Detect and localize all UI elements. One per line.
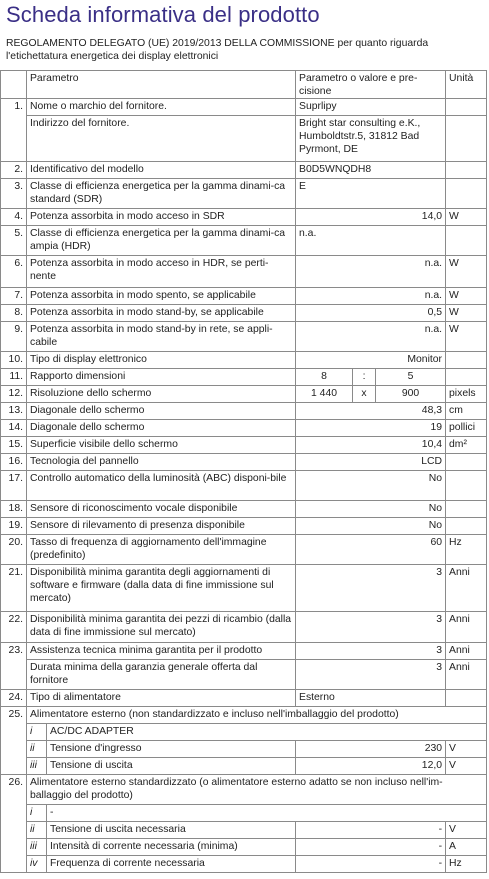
row-unit: V [446, 822, 487, 839]
row-number: 26. [1, 775, 27, 805]
table-row [1, 612, 487, 643]
row-unit: V [446, 758, 487, 775]
sub-index: ii [27, 741, 47, 758]
row-value: 3 [296, 612, 446, 643]
row-label: Tecnologia del pannello [27, 454, 296, 471]
row-label: Classe di efficienza energetica per la gamma dinami-ca standard (SDR) [27, 179, 296, 209]
row-value: n.a. [296, 322, 446, 352]
table-row [1, 471, 487, 501]
row-label: Alimentatore esterno standardizzato (o alimentatore esterno adatto se non incluso nell'im-ballaggio del prodotto) [27, 775, 487, 805]
row-value: Esterno [296, 690, 446, 707]
row-label: Alimentatore esterno (non standardizzato e incluso nell'imballaggio del prodotto) [27, 707, 487, 724]
table-row [1, 322, 487, 352]
sub-index: iii [27, 839, 47, 856]
row-number: 12. [1, 386, 27, 403]
row-unit: W [446, 288, 487, 305]
row-unit: W [446, 322, 487, 352]
row-label: Potenza assorbita in modo stand-by, se applicabile [27, 305, 296, 322]
table-row [1, 288, 487, 305]
row-label: Frequenza di corrente necessaria [47, 856, 296, 873]
row-label: Indirizzo del fornitore. [27, 116, 296, 162]
row-unit: W [446, 305, 487, 322]
sub-index: i [27, 805, 47, 822]
row-value: - [296, 839, 446, 856]
table-row [1, 305, 487, 322]
row-number: 13. [1, 403, 27, 420]
table-row [1, 369, 487, 386]
row-number: 22. [1, 612, 27, 643]
row-label: Potenza assorbita in modo acceso in SDR [27, 209, 296, 226]
row-value: No [296, 518, 446, 535]
row-value: LCD [296, 454, 446, 471]
table-row [1, 226, 487, 256]
row-number: 2. [1, 162, 27, 179]
row-label: Tipo di alimentatore [27, 690, 296, 707]
row-label: Tensione di uscita [47, 758, 296, 775]
row-label: Assistenza tecnica minima garantita per il prodotto [27, 643, 296, 660]
row-value: Monitor [296, 352, 446, 369]
table-row [1, 437, 487, 454]
row-label: Identificativo del modello [27, 162, 296, 179]
table-row [1, 724, 487, 741]
row-unit: pixels [446, 386, 487, 403]
table-row [1, 454, 487, 471]
row-number: 20. [1, 535, 27, 565]
row-unit: A [446, 839, 487, 856]
row-label: Potenza assorbita in modo stand-by in rete, se appli-cabile [27, 322, 296, 352]
row-label: Classe di efficienza energetica per la gamma dinami-ca ampia (HDR) [27, 226, 296, 256]
table-row [1, 565, 487, 612]
row-value: 230 [296, 741, 446, 758]
row-value: 14,0 [296, 209, 446, 226]
row-value: 60 [296, 535, 446, 565]
row-number: 16. [1, 454, 27, 471]
row-value: No [296, 501, 446, 518]
row-number: 6. [1, 256, 27, 288]
row-label: AC/DC ADAPTER [47, 724, 487, 741]
row-value: 3 [296, 565, 446, 612]
row-value: 10,4 [296, 437, 446, 454]
row-value: 19 [296, 420, 446, 437]
row-value: n.a. [296, 288, 446, 305]
row-value: No [296, 471, 446, 501]
table-row [1, 99, 487, 116]
row-unit: W [446, 256, 487, 288]
sub-index: iii [27, 758, 47, 775]
table-row [1, 256, 487, 288]
table-row [1, 775, 487, 805]
row-label: Rapporto dimensioni [27, 369, 296, 386]
table-row [1, 822, 487, 839]
row-unit: Anni [446, 660, 487, 690]
row-label: Disponibilità minima garantita degli aggiornamenti di software e firmware (dalla data di fine immissione sul mercato) [27, 565, 296, 612]
row-label: Potenza assorbita in modo spento, se applicabile [27, 288, 296, 305]
row-label: Tasso di frequenza di aggiornamento dell'immagine (predefinito) [27, 535, 296, 565]
row-label: Durata minima della garanzia generale offerta dal fornitore [27, 660, 296, 690]
row-value: 12,0 [296, 758, 446, 775]
table-row [1, 805, 487, 822]
row-number: 24. [1, 690, 27, 707]
page-title: Scheda informativa del prodotto [6, 2, 320, 27]
ratio-height: 5 [376, 369, 446, 386]
row-unit: cm [446, 403, 487, 420]
table-row [1, 839, 487, 856]
row-label: Diagonale dello schermo [27, 420, 296, 437]
row-label: Potenza assorbita in modo acceso in HDR, se perti-nente [27, 256, 296, 288]
row-value: 48,3 [296, 403, 446, 420]
header-parameter: Parametro [27, 71, 296, 99]
row-value: 0,5 [296, 305, 446, 322]
row-value: n.a. [296, 256, 446, 288]
row-value: 3 [296, 643, 446, 660]
row-label: Intensità di corrente necessaria (minima) [47, 839, 296, 856]
row-value: Bright star consulting e.K., Humboldtstr.5, 31812 Bad Pyrmont, DE [296, 116, 446, 162]
row-label: - [47, 805, 487, 822]
table-row [1, 758, 487, 775]
row-number: 7. [1, 288, 27, 305]
table-row [1, 518, 487, 535]
table-row [1, 690, 487, 707]
regulation-intro: REGOLAMENTO DELEGATO (UE) 2019/2013 DELLA COMMISSIONE per quanto riguarda l'etichettatura energetica dei display elettronici [6, 38, 429, 62]
row-unit: dm² [446, 437, 487, 454]
row-label: Sensore di rilevamento di presenza disponibile [27, 518, 296, 535]
ratio-width: 8 [296, 369, 353, 386]
row-number: 19. [1, 518, 27, 535]
row-value: Suprlipy [296, 99, 446, 116]
row-number: 15. [1, 437, 27, 454]
row-label: Controllo automatico della luminosità (ABC) disponi-bile [27, 471, 296, 501]
row-value: E [296, 179, 446, 209]
row-unit: Anni [446, 643, 487, 660]
row-label: Tensione d'ingresso [47, 741, 296, 758]
row-number: 17. [1, 471, 27, 501]
table-row [1, 660, 487, 690]
sub-index: iv [27, 856, 47, 873]
table-row [1, 352, 487, 369]
row-unit: W [446, 209, 487, 226]
row-value: - [296, 822, 446, 839]
row-value: n.a. [296, 226, 446, 256]
resolution-width: 1 440 [296, 386, 353, 403]
table-row [1, 643, 487, 660]
row-value: 3 [296, 660, 446, 690]
resolution-height: 900 [376, 386, 446, 403]
sub-index: i [27, 724, 47, 741]
table-row [1, 501, 487, 518]
row-value: - [296, 856, 446, 873]
table-row [1, 116, 487, 162]
row-number: 4. [1, 209, 27, 226]
row-number: 18. [1, 501, 27, 518]
row-unit: pollici [446, 420, 487, 437]
row-label: Diagonale dello schermo [27, 403, 296, 420]
row-label: Tipo di display elettronico [27, 352, 296, 369]
row-unit: Hz [446, 535, 487, 565]
table-row [1, 209, 487, 226]
row-number: 11. [1, 369, 27, 386]
row-unit: V [446, 741, 487, 758]
row-unit: Hz [446, 856, 487, 873]
sub-index: ii [27, 822, 47, 839]
table-row [1, 535, 487, 565]
row-number: 8. [1, 305, 27, 322]
row-number: 9. [1, 322, 27, 352]
resolution-separator: x [353, 386, 376, 403]
table-row [1, 856, 487, 873]
row-label: Risoluzione dello schermo [27, 386, 296, 403]
table-row [1, 707, 487, 724]
table-row [1, 420, 487, 437]
table-header-row [1, 71, 487, 99]
table-row [1, 162, 487, 179]
header-unit: Unità [446, 71, 487, 99]
row-number: 23. [1, 643, 27, 660]
row-number: 3. [1, 179, 27, 209]
row-unit: Anni [446, 565, 487, 612]
row-label: Nome o marchio del fornitore. [27, 99, 296, 116]
row-label: Tensione di uscita necessaria [47, 822, 296, 839]
table-row [1, 179, 487, 209]
table-row [1, 741, 487, 758]
row-number: 5. [1, 226, 27, 256]
row-number: 25. [1, 707, 27, 724]
table-row [1, 386, 487, 403]
row-unit: Anni [446, 612, 487, 643]
row-number: 14. [1, 420, 27, 437]
row-value: B0D5WNQDH8 [296, 162, 446, 179]
ratio-separator: : [353, 369, 376, 386]
row-number: 1. [1, 99, 27, 116]
row-label: Sensore di riconoscimento vocale disponibile [27, 501, 296, 518]
header-value: Parametro o valore e pre-cisione [296, 71, 446, 99]
row-label: Disponibilità minima garantita dei pezzi di ricambio (dalla data di fine immissione sul mercato) [27, 612, 296, 643]
product-info-table [0, 70, 487, 873]
row-label: Superficie visibile dello schermo [27, 437, 296, 454]
row-number: 21. [1, 565, 27, 612]
row-number: 10. [1, 352, 27, 369]
table-row [1, 403, 487, 420]
